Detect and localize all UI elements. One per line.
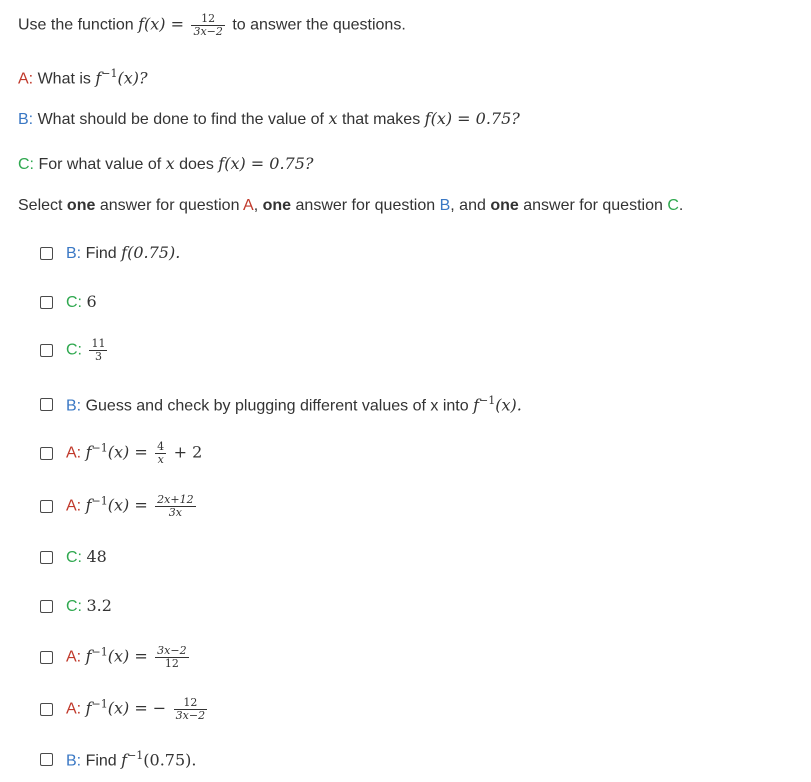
option-tag: A: bbox=[66, 700, 82, 718]
option-math2: (x). bbox=[495, 395, 522, 415]
option-math: 6 bbox=[86, 292, 97, 311]
intro-suffix: to answer the questions. bbox=[232, 16, 406, 34]
question-a-tag: A: bbox=[18, 70, 34, 88]
checkbox[interactable] bbox=[40, 600, 53, 613]
instruction-t1: Select bbox=[18, 197, 63, 214]
option-b-find-f[interactable] bbox=[40, 243, 180, 263]
checkbox[interactable] bbox=[40, 398, 53, 411]
option-math: f(0.75). bbox=[121, 243, 181, 262]
checkbox[interactable] bbox=[40, 703, 53, 716]
option-math: 3.2 bbox=[86, 596, 112, 615]
instruction-t3: , bbox=[253, 197, 259, 214]
option-label bbox=[66, 441, 202, 466]
option-a-negative-12-over-3x-minus-2[interactable] bbox=[40, 697, 210, 722]
option-label bbox=[66, 494, 199, 519]
checkbox[interactable] bbox=[40, 247, 53, 260]
checkbox[interactable] bbox=[40, 753, 53, 766]
instruction-a: A bbox=[243, 197, 254, 214]
checkbox[interactable] bbox=[40, 651, 53, 664]
option-fraction-den: x bbox=[157, 453, 164, 466]
option-math: 48 bbox=[86, 547, 107, 566]
option-tag: A: bbox=[66, 444, 82, 462]
option-c-3-2[interactable] bbox=[40, 596, 112, 616]
question-a-text: What is bbox=[37, 70, 91, 88]
checkbox[interactable] bbox=[40, 344, 53, 357]
option-sup: −1 bbox=[127, 749, 144, 762]
question-c-tag: C: bbox=[18, 156, 34, 173]
instruction-t7: . bbox=[678, 197, 684, 214]
option-math: f bbox=[121, 750, 128, 770]
option-fraction bbox=[89, 338, 107, 363]
option-tag: A: bbox=[66, 648, 82, 666]
option-sup: −1 bbox=[91, 645, 108, 659]
option-math2: (0.75). bbox=[143, 750, 197, 770]
option-label bbox=[66, 338, 110, 363]
intro-fraction-num: 12 bbox=[191, 13, 224, 26]
checkbox[interactable] bbox=[40, 447, 53, 460]
instruction-line bbox=[18, 195, 683, 217]
instruction-c: C bbox=[667, 197, 679, 214]
option-label bbox=[66, 645, 192, 670]
option-fraction bbox=[174, 697, 207, 722]
question-b-math: f(x) = 0.75? bbox=[424, 109, 520, 128]
option-fraction-den: 3 bbox=[94, 350, 102, 363]
option-tag: C: bbox=[66, 341, 82, 359]
option-a-2x-plus-12-over-3x[interactable] bbox=[40, 494, 199, 519]
option-fraction-num: 12 bbox=[174, 697, 207, 710]
option-tag: C: bbox=[66, 549, 82, 566]
option-math: f bbox=[85, 698, 92, 718]
option-math: f bbox=[85, 442, 92, 462]
option-a-4-over-x-plus-2[interactable] bbox=[40, 441, 202, 466]
option-math2: (x) = bbox=[107, 495, 148, 515]
option-label bbox=[66, 697, 210, 722]
option-math: f bbox=[85, 646, 92, 666]
option-fraction-num: 2x+12 bbox=[157, 493, 194, 506]
option-label bbox=[66, 394, 522, 415]
option-fraction bbox=[155, 494, 195, 519]
option-sup: −1 bbox=[479, 394, 496, 407]
option-math: f bbox=[85, 495, 92, 515]
option-c-11-thirds[interactable] bbox=[40, 338, 110, 363]
question-c-var: x bbox=[165, 154, 175, 173]
option-a-3x-minus-2-over-12[interactable] bbox=[40, 645, 192, 670]
question-b-tag: B: bbox=[18, 111, 34, 128]
intro-prefix: Use the function bbox=[18, 16, 134, 34]
question-b-text2: that makes bbox=[341, 111, 421, 128]
instruction-t4: answer for question bbox=[295, 197, 436, 214]
instruction-t2: answer for question bbox=[99, 197, 240, 214]
option-fraction-num: 11 bbox=[91, 337, 106, 350]
option-fraction bbox=[155, 441, 166, 466]
option-sup: −1 bbox=[91, 697, 108, 711]
question-b-text1: What should be done to find the value of bbox=[37, 111, 324, 128]
option-fraction-num: 4 bbox=[157, 440, 165, 453]
question-a-arg: (x)? bbox=[117, 68, 148, 88]
option-fraction-num: 3x−2 bbox=[157, 644, 187, 657]
question-a bbox=[18, 63, 148, 90]
option-math2: (x) = bbox=[107, 646, 148, 666]
instruction-one-3: one bbox=[490, 197, 519, 214]
option-tag: B: bbox=[66, 752, 82, 770]
option-text: Find bbox=[85, 752, 117, 770]
option-fraction bbox=[155, 645, 188, 670]
question-c-text1: For what value of bbox=[38, 156, 162, 173]
option-tag: B: bbox=[66, 397, 82, 415]
intro-line bbox=[18, 13, 406, 38]
option-label bbox=[66, 243, 180, 263]
instruction-one-2: one bbox=[262, 197, 292, 214]
instruction-b: B bbox=[439, 197, 451, 214]
checkbox[interactable] bbox=[40, 551, 53, 564]
option-fraction-den: 3x bbox=[168, 506, 182, 519]
question-c bbox=[18, 153, 314, 176]
option-math: f bbox=[473, 395, 480, 415]
option-c-6[interactable] bbox=[40, 292, 97, 312]
option-fraction-den: 12 bbox=[164, 657, 179, 670]
question-b bbox=[18, 108, 520, 131]
option-b-guess-check[interactable] bbox=[40, 394, 522, 415]
option-fraction-den: 3x−2 bbox=[175, 709, 206, 722]
option-text: Find bbox=[85, 245, 117, 262]
checkbox[interactable] bbox=[40, 296, 53, 309]
option-math2: (x) = bbox=[107, 442, 148, 462]
question-a-fn: f bbox=[95, 68, 102, 88]
option-label bbox=[66, 292, 97, 312]
option-text: Guess and check by plugging different values of x into bbox=[85, 397, 469, 415]
option-after: + 2 bbox=[173, 442, 203, 462]
question-c-math: f(x) = 0.75? bbox=[218, 154, 314, 173]
intro-function: f(x) = bbox=[138, 14, 184, 34]
instruction-t5: , and bbox=[450, 197, 486, 214]
option-tag: A: bbox=[66, 497, 82, 515]
question-a-sup: −1 bbox=[101, 67, 118, 80]
option-sup: −1 bbox=[91, 494, 108, 508]
option-sup: −1 bbox=[91, 441, 108, 455]
option-c-48[interactable] bbox=[40, 547, 107, 567]
question-c-text2: does bbox=[179, 156, 214, 173]
checkbox[interactable] bbox=[40, 500, 53, 513]
option-tag: C: bbox=[66, 598, 82, 615]
option-b-find-f-inverse[interactable] bbox=[40, 749, 197, 770]
option-tag: C: bbox=[66, 294, 82, 311]
option-label bbox=[66, 749, 197, 770]
question-b-var: x bbox=[328, 109, 338, 128]
intro-fraction-den: 3x−2 bbox=[193, 25, 223, 38]
option-tag: B: bbox=[66, 245, 82, 262]
option-math2: (x) = − bbox=[107, 698, 167, 718]
instruction-one-1: one bbox=[66, 197, 96, 214]
instruction-t6: answer for question bbox=[523, 197, 663, 214]
option-label bbox=[66, 547, 107, 567]
intro-fraction bbox=[191, 13, 224, 38]
option-label bbox=[66, 596, 112, 616]
